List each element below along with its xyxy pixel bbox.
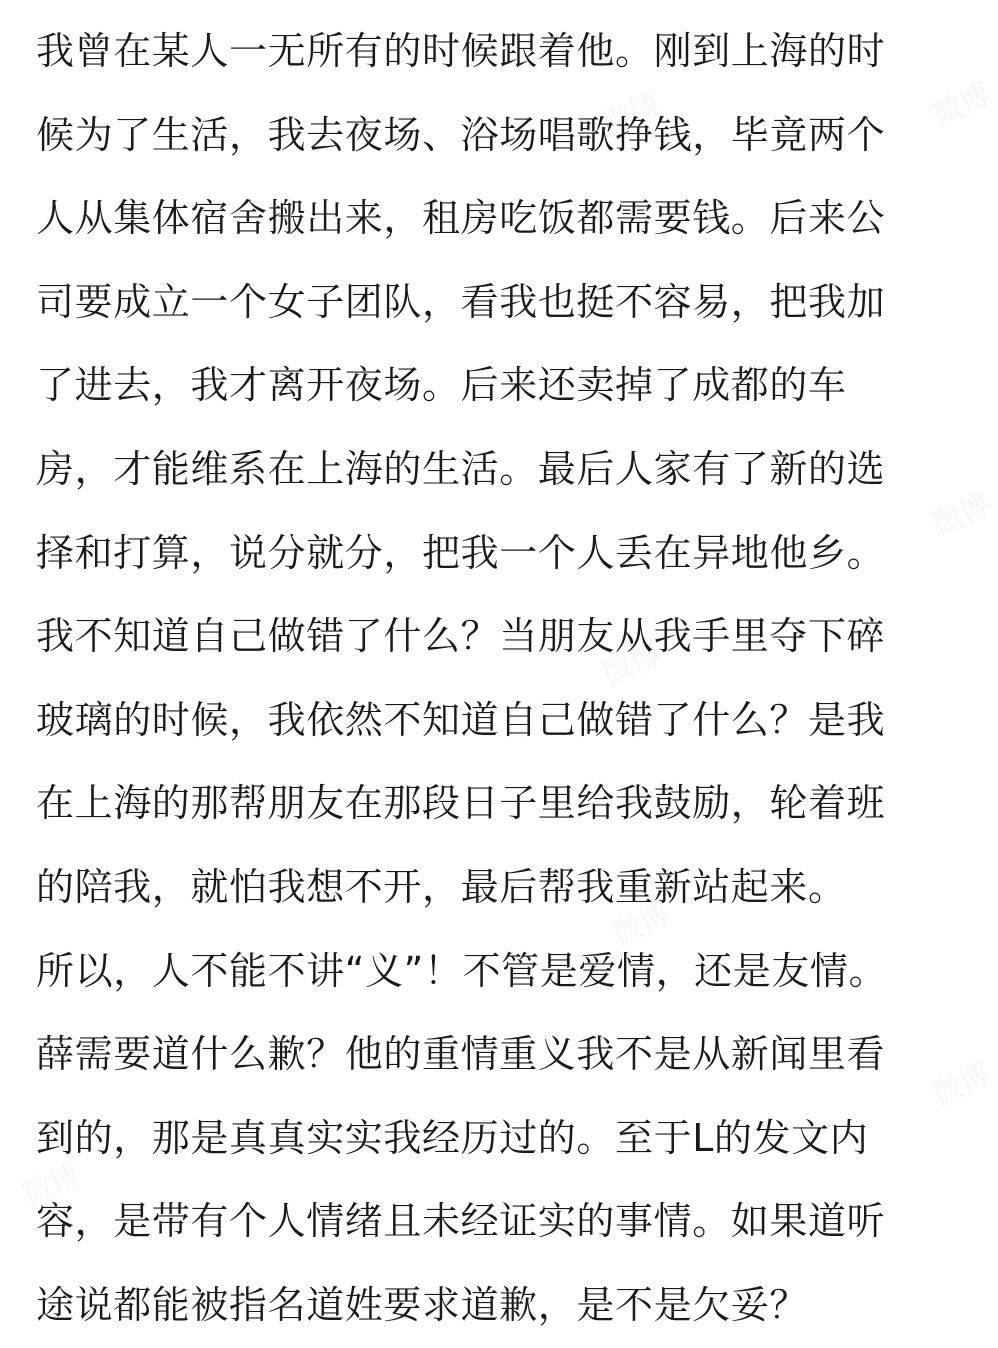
text-line: 的陪我，就怕我想不开，最后帮我重新站起来。	[36, 864, 847, 909]
text-line: 所以，人不能不讲“义”！不管是爱情，还是友情。	[36, 948, 888, 993]
text-line: 玻璃的时候，我依然不知道自己做错了什么？是我	[36, 697, 886, 742]
text-line: 了进去，我才离开夜场。后来还卖掉了成都的车	[36, 363, 847, 408]
text-line: 人从集体宿舍搬出来，租房吃饭都需要钱。后来公	[36, 196, 886, 241]
text-line: 在上海的那帮朋友在那段日子里给我鼓励，轮着班	[36, 781, 886, 826]
text-line: 途说都能被指名道姓要求道歉，是不是欠妥？	[36, 1282, 809, 1327]
text-line: 司要成立一个女子团队，看我也挺不容易，把我加	[36, 279, 886, 324]
text-line: 到的，那是真真实实我经历过的。至于L的发文内	[36, 1115, 869, 1160]
post-text	[36, 10, 976, 1348]
text-line: 薛需要道什么歉？他的重情重义我不是从新闻里看	[36, 1032, 886, 1077]
text-line: 房，才能维系在上海的生活。最后人家有了新的选	[36, 446, 886, 491]
text-line: 我不知道自己做错了什么？当朋友从我手里夺下碎	[36, 614, 886, 659]
text-line: 择和打算，说分就分，把我一个人丢在异地他乡。	[36, 530, 886, 575]
text-line: 我曾在某人一无所有的时候跟着他。刚到上海的时	[36, 29, 886, 73]
text-line: 候为了生活，我去夜场、浴场唱歌挣钱，毕竟两个	[36, 112, 886, 157]
text-line: 容，是带有个人情绪且未经证实的事情。如果道听	[36, 1199, 886, 1244]
